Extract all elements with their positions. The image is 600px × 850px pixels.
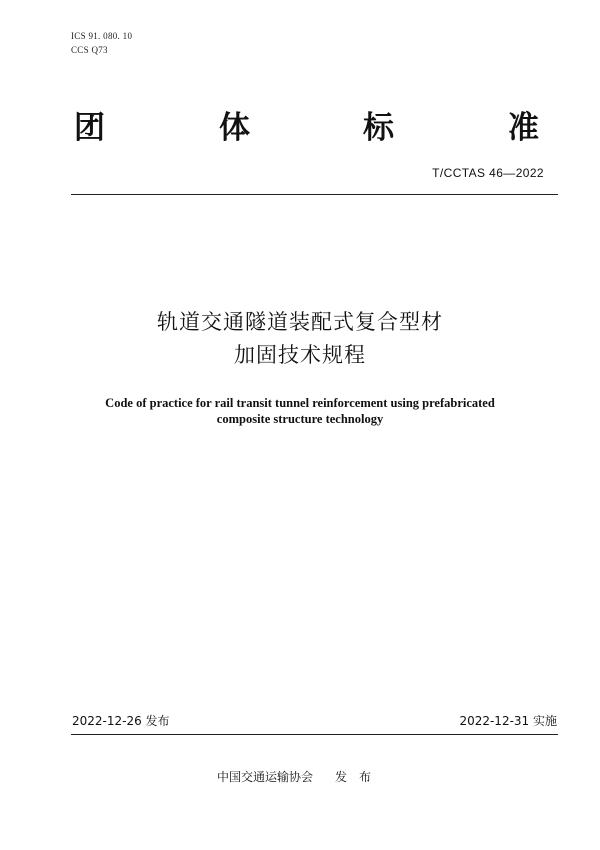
english-title-line-1: Code of practice for rail transit tunnel reinforcement using prefabricated <box>105 396 495 410</box>
standard-type-char-4: 准 <box>508 110 539 146</box>
standard-number: T/CCTAS 46—2022 <box>432 166 544 180</box>
ics-code: ICS 91. 080. 10 <box>71 31 133 41</box>
issue-date: 2022-12-26 发布 <box>72 714 170 728</box>
ccs-code: CCS Q73 <box>71 45 108 55</box>
publisher-line <box>0 769 600 785</box>
publisher-action: 发布 <box>335 770 384 784</box>
english-title-line-2: composite structure technology <box>216 412 384 426</box>
top-divider <box>71 194 558 195</box>
implementation-date: 2022-12-31 实施 <box>459 714 557 728</box>
standard-type-char-2: 体 <box>219 110 250 146</box>
publisher-name: 中国交通运输协会 <box>216 770 313 784</box>
chinese-title-line-1: 轨道交通隧道装配式复合型材 <box>157 310 443 334</box>
standard-type-char-3: 标 <box>363 110 394 146</box>
bottom-divider <box>71 734 558 735</box>
chinese-title-line-2: 加固技术规程 <box>234 343 366 367</box>
standard-type-char-1: 团 <box>74 110 105 146</box>
